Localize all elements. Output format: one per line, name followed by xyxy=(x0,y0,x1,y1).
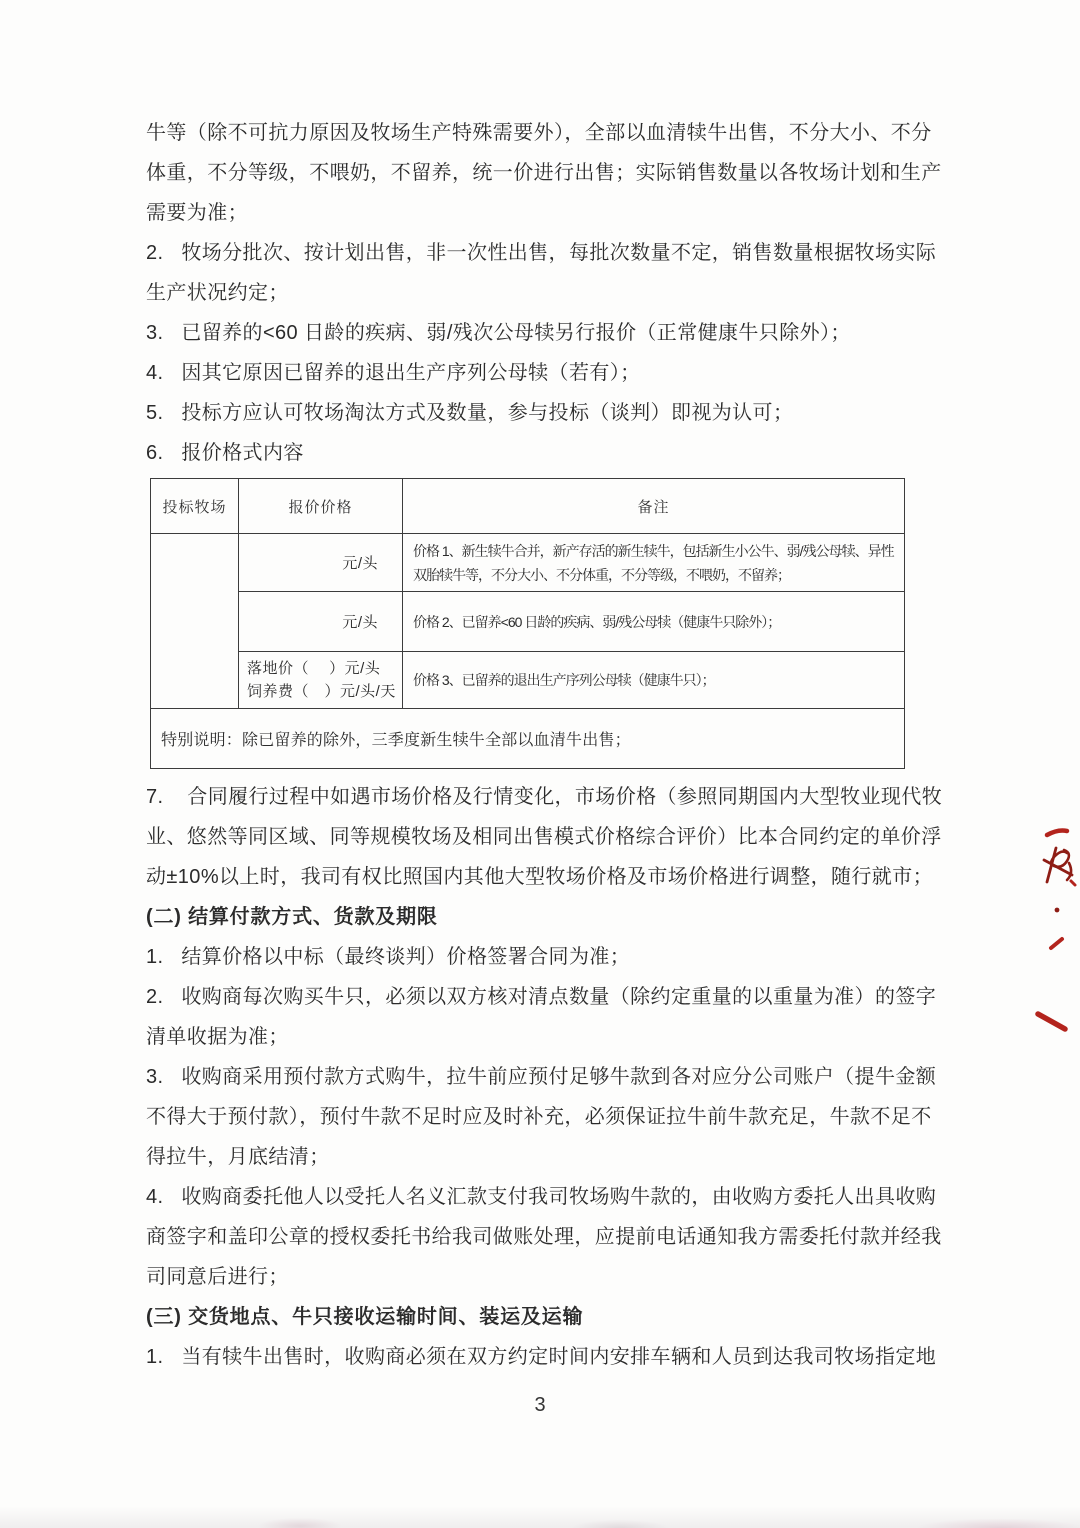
price-line-landed: 落地价（ ）元/头 xyxy=(247,660,381,677)
table-header-row xyxy=(151,479,905,534)
body-line: 不得大于预付款），预付牛款不足时应及时补充，必须保证拉牛前牛款充足，牛款不足不 xyxy=(146,1106,932,1128)
quote-format-table xyxy=(150,478,905,769)
farm-cell-blank xyxy=(151,534,239,709)
remark-cell-2: 价格 2、已留养<60 日龄的疾病、弱/残公母犊（健康牛只除外）； xyxy=(403,592,905,652)
body-line: 2. 收购商每次购买牛只，必须以双方核对清点数量（除约定重量的以重量为准）的签字 xyxy=(146,986,937,1008)
body-line: 需要为准； xyxy=(146,202,248,224)
remark-cell-3: 价格 3、已留养的退出生产序列公母犊（健康牛只）； xyxy=(403,652,905,709)
body-line: 3. 收购商采用预付款方式购牛，拉牛前应预付足够牛款到各对应分公司账户（提牛金额 xyxy=(146,1066,937,1088)
scan-artifact xyxy=(0,1506,1080,1528)
body-line: 1. 当有犊牛出售时，收购商必须在双方约定时间内安排车辆和人员到达我司牧场指定地 xyxy=(146,1346,937,1368)
price-cell-3 xyxy=(239,652,403,709)
table-row xyxy=(151,652,905,709)
body-line: 5. 投标方应认可牧场淘汰方式及数量，参与投标（谈判）即视为认可； xyxy=(146,402,794,424)
body-line: 6. 报价格式内容 xyxy=(146,442,304,464)
body-line: 清单收据为准； xyxy=(146,1026,289,1048)
body-line: 牛等（除不可抗力原因及牧场生产特殊需要外），全部以血清犊牛出售，不分大小、不分 xyxy=(146,122,932,144)
price-cell-1: 元/头 xyxy=(239,534,403,592)
body-line: 1. 结算价格以中标（最终谈判）价格签署合同为准； xyxy=(146,946,631,968)
body-line: 4. 收购商委托他人以受托人名义汇款支付我司牧场购牛款的，由收购方委托人出具收购 xyxy=(146,1186,937,1208)
header-cell-remark: 备注 xyxy=(403,479,905,534)
body-line: 业、悠然等同区域、同等规模牧场及相同出售模式价格综合评价）比本合同约定的单价浮 xyxy=(146,826,942,848)
body-line: 体重，不分等级，不喂奶，不留养，统一价进行出售；实际销售数量以各牧场计划和生产 xyxy=(146,162,942,184)
body-line: 4. 因其它原因已留养的退出生产序列公母犊（若有）； xyxy=(146,362,641,384)
body-line: 2. 牧场分批次、按计划出售，非一次性出售，每批次数量不定，销售数量根据牧场实际 xyxy=(146,242,937,264)
document-body xyxy=(146,113,986,1377)
body-line: 3. 已留养的<60 日龄的疾病、弱/残次公母犊另行报价（正常健康牛只除外）； xyxy=(146,322,851,344)
body-line: 生产状况约定； xyxy=(146,282,289,304)
table-note-row xyxy=(151,709,905,769)
body-line: 商签字和盖印公章的授权委托书给我司做账处理，应提前电话通知我方需委托付款并经我 xyxy=(146,1226,942,1248)
section-heading-delivery: (三) 交货地点、牛只接收运输时间、装运及运输 xyxy=(146,1306,584,1328)
header-cell-bidding-farm: 投标牧场 xyxy=(151,479,239,534)
remark-cell-1: 价格 1、新生犊牛合并，新产存活的新生犊牛，包括新生小公牛、弱/残公母犊、异性双胎犊牛等，不分大小、不分体重，不分等级，不喂奶，不留养； xyxy=(403,534,905,592)
table-row xyxy=(151,534,905,592)
header-cell-quote-price: 报价价格 xyxy=(239,479,403,534)
body-line: 动±10%以上时，我司有权比照国内其他大型牧场价格及市场价格进行调整，随行就市； xyxy=(146,866,934,888)
price-cell-2: 元/头 xyxy=(239,592,403,652)
body-text-block-1 xyxy=(146,113,986,473)
special-note-cell: 特别说明：除已留养的除外，三季度新生犊牛全部以血清牛出售； xyxy=(151,709,905,769)
body-line: 司同意后进行； xyxy=(146,1266,289,1288)
table-row xyxy=(151,592,905,652)
red-pen-annotation xyxy=(1020,818,1080,1048)
page-number: 3 xyxy=(534,1394,546,1416)
section-heading-payment: (二) 结算付款方式、货款及期限 xyxy=(146,906,438,928)
price-line-feeding: 饲养费（ ）元/头/天 xyxy=(247,683,396,700)
body-text-block-2 xyxy=(146,777,986,1377)
body-line: 7. 合同履行过程中如遇市场价格及行情变化，市场价格（参照同期国内大型牧业现代牧 xyxy=(146,786,943,808)
body-line: 得拉牛，月底结清； xyxy=(146,1146,330,1168)
